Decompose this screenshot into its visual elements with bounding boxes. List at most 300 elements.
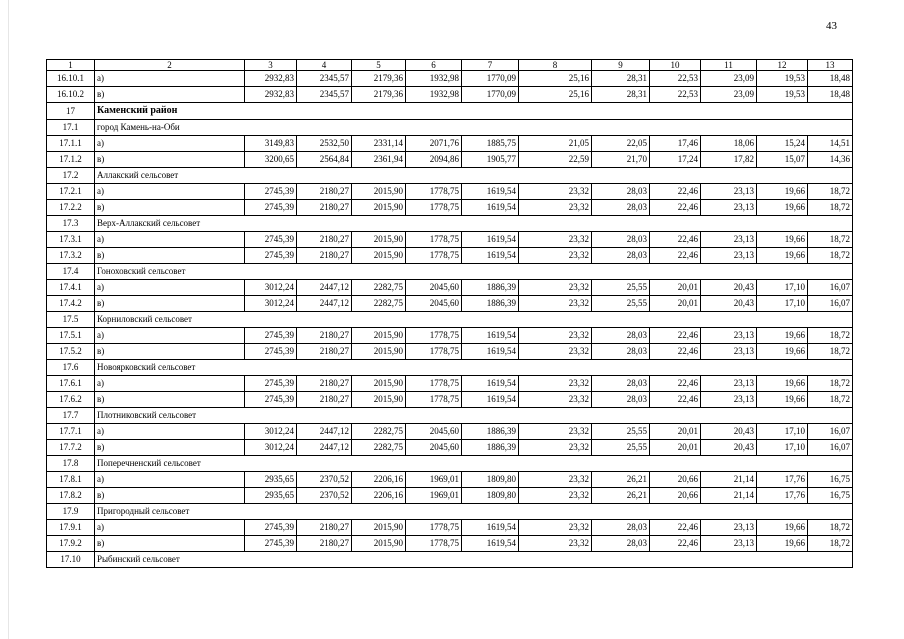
value-cell: 23,32: [519, 248, 592, 264]
value-cell: 1619,54: [462, 536, 519, 552]
value-cell: 19,66: [757, 376, 808, 392]
subsection-row: [47, 456, 853, 472]
value-cell: 22,05: [592, 136, 650, 152]
row-label: а): [95, 520, 245, 536]
row-code: 17: [47, 103, 95, 120]
value-cell: 1619,54: [462, 376, 519, 392]
table-row: [47, 296, 853, 312]
value-cell: 17,10: [757, 440, 808, 456]
table-row: [47, 392, 853, 408]
value-cell: 1619,54: [462, 232, 519, 248]
row-code: 17.10: [47, 552, 95, 568]
value-cell: 23,32: [519, 200, 592, 216]
value-cell: 22,46: [650, 520, 701, 536]
value-cell: 3200,65: [245, 152, 297, 168]
row-label: в): [95, 152, 245, 168]
value-cell: 1619,54: [462, 248, 519, 264]
row-code: 17.5.2: [47, 344, 95, 360]
value-cell: 20,43: [701, 296, 757, 312]
subsection-row: [47, 360, 853, 376]
value-cell: 22,46: [650, 200, 701, 216]
subsection-title: Новоярковский сельсовет: [95, 360, 853, 376]
value-cell: 1778,75: [406, 184, 462, 200]
value-cell: 23,32: [519, 280, 592, 296]
value-cell: 18,48: [808, 87, 853, 103]
row-code: 17.4.1: [47, 280, 95, 296]
value-cell: 2447,12: [297, 296, 352, 312]
value-cell: 2331,14: [352, 136, 406, 152]
row-label: а): [95, 472, 245, 488]
page-number: 43: [826, 20, 837, 32]
table-row: [47, 87, 853, 103]
value-cell: 2282,75: [352, 424, 406, 440]
table-row: [47, 71, 853, 87]
value-cell: 2932,83: [245, 87, 297, 103]
value-cell: 28,03: [592, 328, 650, 344]
value-cell: 18,72: [808, 344, 853, 360]
value-cell: 22,46: [650, 248, 701, 264]
row-label: а): [95, 71, 245, 87]
value-cell: 2180,27: [297, 344, 352, 360]
value-cell: 23,13: [701, 344, 757, 360]
value-cell: 3149,83: [245, 136, 297, 152]
value-cell: 2745,39: [245, 376, 297, 392]
column-header: 6: [406, 60, 462, 71]
value-cell: 23,09: [701, 87, 757, 103]
row-code: 17.7.2: [47, 440, 95, 456]
value-cell: 23,32: [519, 472, 592, 488]
value-cell: 1886,39: [462, 440, 519, 456]
value-cell: 17,76: [757, 488, 808, 504]
value-cell: 2179,36: [352, 87, 406, 103]
value-cell: 17,76: [757, 472, 808, 488]
value-cell: 16,07: [808, 440, 853, 456]
row-label: в): [95, 248, 245, 264]
value-cell: 16,75: [808, 488, 853, 504]
table-row: [47, 440, 853, 456]
value-cell: 2015,90: [352, 248, 406, 264]
value-cell: 20,66: [650, 488, 701, 504]
value-cell: 17,10: [757, 424, 808, 440]
column-header: 3: [245, 60, 297, 71]
row-code: 17.2.1: [47, 184, 95, 200]
value-cell: 2447,12: [297, 440, 352, 456]
value-cell: 2370,52: [297, 472, 352, 488]
subsection-title: Корниловский сельсовет: [95, 312, 853, 328]
value-cell: 2447,12: [297, 280, 352, 296]
value-cell: 2206,16: [352, 472, 406, 488]
value-cell: 2745,39: [245, 200, 297, 216]
value-cell: 23,32: [519, 328, 592, 344]
row-label: а): [95, 136, 245, 152]
value-cell: 22,46: [650, 376, 701, 392]
subsection-title: Поперечненский сельсовет: [95, 456, 853, 472]
row-label: а): [95, 184, 245, 200]
value-cell: 23,13: [701, 328, 757, 344]
table-row: [47, 136, 853, 152]
header-row: [47, 60, 853, 71]
value-cell: 2180,27: [297, 248, 352, 264]
subsection-row: [47, 264, 853, 280]
row-code: 16.10.1: [47, 71, 95, 87]
value-cell: 2045,60: [406, 440, 462, 456]
row-code: 17.7: [47, 408, 95, 424]
value-cell: 16,07: [808, 280, 853, 296]
row-label: а): [95, 280, 245, 296]
value-cell: 2745,39: [245, 232, 297, 248]
value-cell: 1619,54: [462, 184, 519, 200]
value-cell: 23,32: [519, 520, 592, 536]
tariff-table: [46, 59, 853, 568]
value-cell: 1778,75: [406, 536, 462, 552]
value-cell: 1778,75: [406, 248, 462, 264]
value-cell: 2361,94: [352, 152, 406, 168]
column-header: 10: [650, 60, 701, 71]
value-cell: 22,46: [650, 328, 701, 344]
value-cell: 1619,54: [462, 344, 519, 360]
value-cell: 18,72: [808, 536, 853, 552]
value-cell: 28,03: [592, 232, 650, 248]
row-label: в): [95, 440, 245, 456]
value-cell: 17,24: [650, 152, 701, 168]
value-cell: 17,10: [757, 280, 808, 296]
value-cell: 25,55: [592, 280, 650, 296]
value-cell: 2180,27: [297, 536, 352, 552]
value-cell: 17,82: [701, 152, 757, 168]
value-cell: 16,07: [808, 424, 853, 440]
value-cell: 2745,39: [245, 520, 297, 536]
row-label: в): [95, 344, 245, 360]
value-cell: 1905,77: [462, 152, 519, 168]
row-code: 17.3.2: [47, 248, 95, 264]
value-cell: 19,53: [757, 87, 808, 103]
value-cell: 22,53: [650, 87, 701, 103]
value-cell: 2370,52: [297, 488, 352, 504]
value-cell: 14,51: [808, 136, 853, 152]
value-cell: 23,32: [519, 392, 592, 408]
value-cell: 2564,84: [297, 152, 352, 168]
value-cell: 1770,09: [462, 87, 519, 103]
table-row: [47, 424, 853, 440]
table-row: [47, 472, 853, 488]
value-cell: 18,48: [808, 71, 853, 87]
value-cell: 23,32: [519, 232, 592, 248]
value-cell: 21,14: [701, 488, 757, 504]
value-cell: 2180,27: [297, 376, 352, 392]
value-cell: 2015,90: [352, 328, 406, 344]
value-cell: 25,55: [592, 296, 650, 312]
subsection-title: Аллакский сельсовет: [95, 168, 853, 184]
value-cell: 20,43: [701, 424, 757, 440]
value-cell: 2180,27: [297, 328, 352, 344]
table-row: [47, 184, 853, 200]
value-cell: 26,21: [592, 472, 650, 488]
column-header: 4: [297, 60, 352, 71]
value-cell: 20,43: [701, 440, 757, 456]
value-cell: 2045,60: [406, 424, 462, 440]
table-row: [47, 280, 853, 296]
value-cell: 23,13: [701, 392, 757, 408]
row-label: а): [95, 376, 245, 392]
value-cell: 28,03: [592, 344, 650, 360]
row-label: в): [95, 488, 245, 504]
row-code: 17.4.2: [47, 296, 95, 312]
value-cell: 22,46: [650, 184, 701, 200]
column-header: 7: [462, 60, 519, 71]
value-cell: 23,32: [519, 488, 592, 504]
value-cell: 15,24: [757, 136, 808, 152]
value-cell: 1932,98: [406, 71, 462, 87]
row-code: 17.2.2: [47, 200, 95, 216]
value-cell: 20,66: [650, 472, 701, 488]
value-cell: 2071,76: [406, 136, 462, 152]
value-cell: 3012,24: [245, 440, 297, 456]
value-cell: 18,72: [808, 200, 853, 216]
value-cell: 2015,90: [352, 536, 406, 552]
value-cell: 2015,90: [352, 376, 406, 392]
value-cell: 19,66: [757, 184, 808, 200]
value-cell: 20,43: [701, 280, 757, 296]
value-cell: 2180,27: [297, 520, 352, 536]
value-cell: 23,32: [519, 440, 592, 456]
value-cell: 16,07: [808, 296, 853, 312]
value-cell: 25,16: [519, 87, 592, 103]
value-cell: 19,66: [757, 392, 808, 408]
value-cell: 2180,27: [297, 200, 352, 216]
table-row: [47, 376, 853, 392]
value-cell: 22,59: [519, 152, 592, 168]
value-cell: 20,01: [650, 440, 701, 456]
row-code: 17.3.1: [47, 232, 95, 248]
value-cell: 2447,12: [297, 424, 352, 440]
value-cell: 19,66: [757, 200, 808, 216]
table-row: [47, 344, 853, 360]
section-row: [47, 103, 853, 120]
value-cell: 23,13: [701, 536, 757, 552]
value-cell: 2745,39: [245, 536, 297, 552]
value-cell: 28,03: [592, 520, 650, 536]
value-cell: 1778,75: [406, 200, 462, 216]
section-title: Каменский район: [95, 103, 853, 120]
subsection-row: [47, 408, 853, 424]
row-code: 17.1.2: [47, 152, 95, 168]
row-code: 17.5.1: [47, 328, 95, 344]
value-cell: 1969,01: [406, 488, 462, 504]
row-label: в): [95, 87, 245, 103]
value-cell: 15,07: [757, 152, 808, 168]
row-code: 17.6: [47, 360, 95, 376]
value-cell: 25,16: [519, 71, 592, 87]
column-header: 5: [352, 60, 406, 71]
value-cell: 17,46: [650, 136, 701, 152]
value-cell: 22,53: [650, 71, 701, 87]
row-code: 17.7.1: [47, 424, 95, 440]
row-code: 17.8: [47, 456, 95, 472]
row-code: 17.6.2: [47, 392, 95, 408]
table-row: [47, 248, 853, 264]
value-cell: 18,72: [808, 232, 853, 248]
value-cell: 19,66: [757, 520, 808, 536]
value-cell: 2015,90: [352, 184, 406, 200]
value-cell: 21,14: [701, 472, 757, 488]
value-cell: 2180,27: [297, 392, 352, 408]
value-cell: 25,55: [592, 440, 650, 456]
value-cell: 2745,39: [245, 184, 297, 200]
row-code: 16.10.2: [47, 87, 95, 103]
value-cell: 2935,65: [245, 488, 297, 504]
value-cell: 18,06: [701, 136, 757, 152]
value-cell: 17,10: [757, 296, 808, 312]
table-row: [47, 520, 853, 536]
value-cell: 1778,75: [406, 328, 462, 344]
value-cell: 2180,27: [297, 232, 352, 248]
value-cell: 3012,24: [245, 280, 297, 296]
subsection-title: Пригородный сельсовет: [95, 504, 853, 520]
row-code: 17.4: [47, 264, 95, 280]
row-code: 17.6.1: [47, 376, 95, 392]
value-cell: 2282,75: [352, 440, 406, 456]
table-row: [47, 488, 853, 504]
value-cell: 18,72: [808, 328, 853, 344]
subsection-title: город Камень-на-Оби: [95, 120, 853, 136]
row-code: 17.8.2: [47, 488, 95, 504]
value-cell: 25,55: [592, 424, 650, 440]
value-cell: 1770,09: [462, 71, 519, 87]
value-cell: 1886,39: [462, 280, 519, 296]
table-row: [47, 200, 853, 216]
value-cell: 18,72: [808, 376, 853, 392]
value-cell: 1778,75: [406, 520, 462, 536]
value-cell: 1969,01: [406, 472, 462, 488]
value-cell: 28,31: [592, 87, 650, 103]
value-cell: 14,36: [808, 152, 853, 168]
column-header: 13: [808, 60, 853, 71]
value-cell: 1886,39: [462, 296, 519, 312]
row-code: 17.5: [47, 312, 95, 328]
value-cell: 1809,80: [462, 472, 519, 488]
value-cell: 19,66: [757, 344, 808, 360]
row-code: 17.8.1: [47, 472, 95, 488]
value-cell: 3012,24: [245, 296, 297, 312]
column-header: 1: [47, 60, 95, 71]
value-cell: 16,75: [808, 472, 853, 488]
value-cell: 2015,90: [352, 344, 406, 360]
column-header: 2: [95, 60, 245, 71]
value-cell: 2015,90: [352, 200, 406, 216]
row-label: а): [95, 232, 245, 248]
value-cell: 28,03: [592, 392, 650, 408]
row-label: а): [95, 328, 245, 344]
table-body: [47, 60, 853, 568]
value-cell: 1619,54: [462, 392, 519, 408]
value-cell: 2015,90: [352, 392, 406, 408]
value-cell: 19,66: [757, 328, 808, 344]
row-label: в): [95, 536, 245, 552]
row-code: 17.2: [47, 168, 95, 184]
value-cell: 23,32: [519, 344, 592, 360]
value-cell: 23,13: [701, 376, 757, 392]
value-cell: 2745,39: [245, 392, 297, 408]
value-cell: 1885,75: [462, 136, 519, 152]
value-cell: 28,03: [592, 536, 650, 552]
value-cell: 26,21: [592, 488, 650, 504]
value-cell: 2015,90: [352, 232, 406, 248]
subsection-row: [47, 120, 853, 136]
value-cell: 23,09: [701, 71, 757, 87]
row-label: а): [95, 424, 245, 440]
row-label: в): [95, 200, 245, 216]
value-cell: 28,31: [592, 71, 650, 87]
value-cell: 1778,75: [406, 392, 462, 408]
value-cell: 23,13: [701, 200, 757, 216]
value-cell: 22,46: [650, 232, 701, 248]
value-cell: 18,72: [808, 184, 853, 200]
table-row: [47, 232, 853, 248]
value-cell: 2282,75: [352, 296, 406, 312]
row-code: 17.9: [47, 504, 95, 520]
row-label: в): [95, 296, 245, 312]
subsection-title: Гоноховский сельсовет: [95, 264, 853, 280]
value-cell: 22,46: [650, 392, 701, 408]
value-cell: 28,03: [592, 248, 650, 264]
value-cell: 20,01: [650, 280, 701, 296]
value-cell: 20,01: [650, 424, 701, 440]
value-cell: 1778,75: [406, 232, 462, 248]
subsection-title: Рыбинский сельсовет: [95, 552, 853, 568]
column-header: 11: [701, 60, 757, 71]
value-cell: 2045,60: [406, 296, 462, 312]
value-cell: 2745,39: [245, 328, 297, 344]
value-cell: 2532,50: [297, 136, 352, 152]
value-cell: 2745,39: [245, 248, 297, 264]
subsection-row: [47, 312, 853, 328]
value-cell: 23,13: [701, 248, 757, 264]
value-cell: 1932,98: [406, 87, 462, 103]
value-cell: 18,72: [808, 248, 853, 264]
value-cell: 19,53: [757, 71, 808, 87]
row-label: в): [95, 392, 245, 408]
value-cell: 23,32: [519, 376, 592, 392]
value-cell: 1809,80: [462, 488, 519, 504]
value-cell: 1778,75: [406, 376, 462, 392]
subsection-row: [47, 552, 853, 568]
value-cell: 2345,57: [297, 87, 352, 103]
value-cell: 2180,27: [297, 184, 352, 200]
column-header: 8: [519, 60, 592, 71]
value-cell: 2179,36: [352, 71, 406, 87]
value-cell: 2015,90: [352, 520, 406, 536]
value-cell: 23,13: [701, 184, 757, 200]
table-row: [47, 328, 853, 344]
value-cell: 18,72: [808, 392, 853, 408]
value-cell: 1619,54: [462, 328, 519, 344]
value-cell: 2932,83: [245, 71, 297, 87]
column-header: 12: [757, 60, 808, 71]
value-cell: 19,66: [757, 248, 808, 264]
value-cell: 22,46: [650, 536, 701, 552]
value-cell: 23,13: [701, 520, 757, 536]
row-code: 17.3: [47, 216, 95, 232]
value-cell: 21,05: [519, 136, 592, 152]
value-cell: 20,01: [650, 296, 701, 312]
value-cell: 3012,24: [245, 424, 297, 440]
value-cell: 19,66: [757, 232, 808, 248]
row-code: 17.1.1: [47, 136, 95, 152]
value-cell: 22,46: [650, 344, 701, 360]
value-cell: 1619,54: [462, 520, 519, 536]
value-cell: 23,32: [519, 184, 592, 200]
value-cell: 2206,16: [352, 488, 406, 504]
